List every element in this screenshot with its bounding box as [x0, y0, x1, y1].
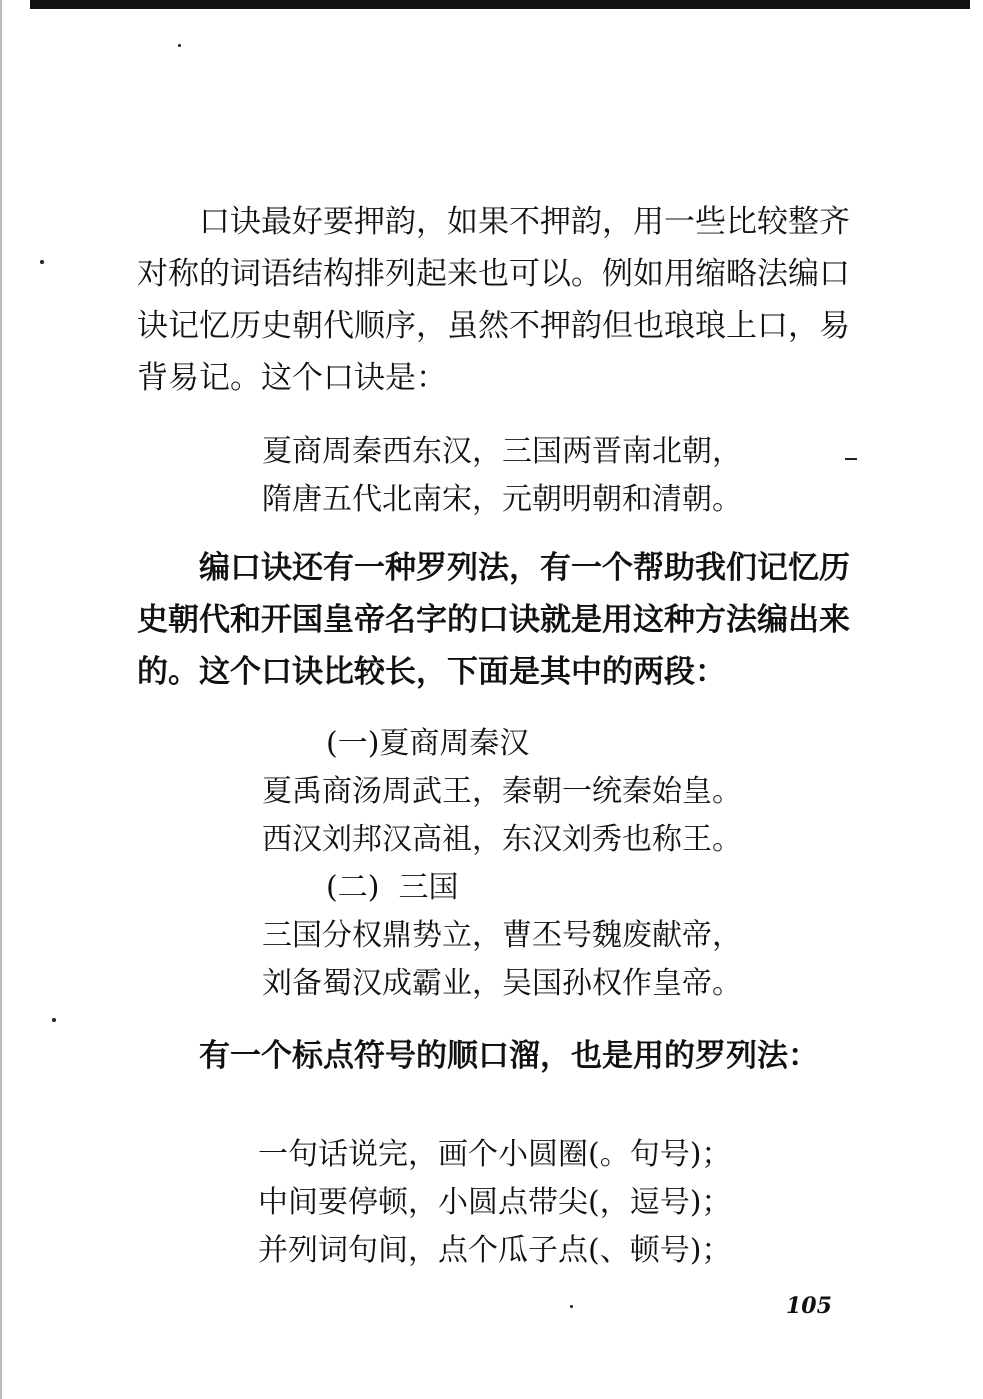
- section-heading-2: (二) 三国: [326, 870, 459, 905]
- poem-line: 西汉刘邦汉高祖，东汉刘秀也称王。: [262, 822, 742, 857]
- poem-line: 三国分权鼎势立，曹丕号魏废献帝，: [262, 918, 742, 953]
- paragraph-3: 有一个标点符号的顺口溜，也是用的罗列法：: [199, 1038, 819, 1074]
- paragraph-2: 编口诀还有一种罗列法，有一个帮助我们记忆历史朝代和开国皇帝名字的口诀就是用这种方法编出来的。这个口诀比较长，下面是其中的两段：: [137, 550, 850, 690]
- left-page-edge: [0, 0, 2, 1399]
- emperor-mnemonic: [262, 720, 742, 1008]
- poem-line: 刘备蜀汉成霸业，吴国孙权作皇帝。: [262, 966, 742, 1001]
- scan-speck: [178, 44, 181, 47]
- page-number: 105: [786, 1293, 832, 1319]
- scan-speck: [570, 1305, 573, 1308]
- section-heading-1: (一)夏商周秦汉: [326, 726, 530, 761]
- poem-line: 夏商周秦西东汉，三国两晋南北朝，: [262, 434, 742, 469]
- poem-line: 中间要停顿，小圆点带尖(，逗号)；: [258, 1185, 732, 1220]
- poem-line: 夏禹商汤周武王，秦朝一统秦始皇。: [262, 774, 742, 809]
- punctuation-rhyme: [258, 1131, 731, 1275]
- poem-line: 隋唐五代北南宋，元朝明朝和清朝。: [262, 482, 742, 517]
- poem-line: 并列词句间，点个瓜子点(、顿号)；: [258, 1233, 732, 1268]
- dynasty-mnemonic: [262, 428, 742, 524]
- scan-speck: [845, 458, 857, 460]
- poem-line: 一句话说完，画个小圆圈(。句号)；: [258, 1137, 732, 1172]
- paragraph-1: 口诀最好要押韵，如果不押韵，用一些比较整齐对称的词语结构排列起来也可以。例如用缩略法编口诀记忆历史朝代顺序，虽然不押韵但也琅琅上口，易背易记。这个口诀是：: [137, 204, 850, 396]
- top-border-bar: [30, 0, 970, 9]
- scan-speck: [52, 1018, 56, 1022]
- scan-speck: [40, 260, 44, 264]
